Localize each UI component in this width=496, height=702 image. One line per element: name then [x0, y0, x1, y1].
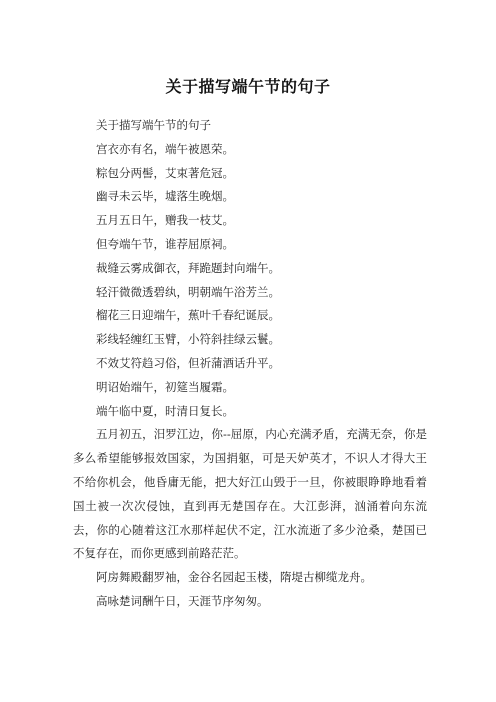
text-line: 高咏楚词酬午日，天涯节序匆匆。 — [96, 593, 269, 608]
text-line: 榴花三日迎端午，蕉叶千春纪诞辰。 — [96, 308, 280, 323]
text-line: 宫衣亦有名，端午被恩荣。 — [96, 141, 234, 156]
text-line: 明诏始端午，初筵当履霜。 — [96, 379, 234, 394]
document-body — [73, 114, 427, 614]
text-line: 但夸端午节，谁荐屈原祠。 — [96, 236, 234, 251]
text-line: 端午临中夏，时清日复长。 — [96, 403, 234, 418]
prose-paragraph: 五月初五，汨罗江边，你--屈原，内心充满矛盾，充满无奈，你是多么希望能够报效国家，为国捐躯，可是天妒英才，不识人才得大王不给你机会，他昏庸无能，把大好江山毁于一旦，你被眼睁睁地看着国土被一次次侵蚀，直到再无楚国存在。大江彭湃，汹涌着向东流去，你的心随着这江水那样起伏不定，江水流逝了多少沧桑，楚国已不复存在，而你更感到前路茫茫。 — [73, 427, 427, 561]
text-line: 五月五日午，赠我一枝艾。 — [96, 213, 234, 228]
text-line: 粽包分两髻，艾束著危冠。 — [96, 165, 234, 180]
text-line: 阿房舞殿翻罗袖，金谷名园起玉楼，隋堤古柳缆龙舟。 — [96, 570, 372, 585]
text-line: 裁缝云雾成御衣，拜跪题封向端午。 — [96, 260, 280, 275]
text-line: 幽寻未云毕，墟落生晚烟。 — [96, 189, 234, 204]
text-line: 不效艾符趋习俗，但祈蒲酒话升平。 — [96, 355, 280, 370]
text-line: 关于描写端午节的句子 — [96, 118, 211, 132]
document-title: 关于描写端午节的句子 — [165, 77, 331, 96]
text-line: 彩线轻缠红玉臂，小符斜挂绿云鬟。 — [96, 332, 280, 347]
text-line: 轻汗微微透碧纨，明朝端午浴芳兰。 — [96, 284, 280, 299]
